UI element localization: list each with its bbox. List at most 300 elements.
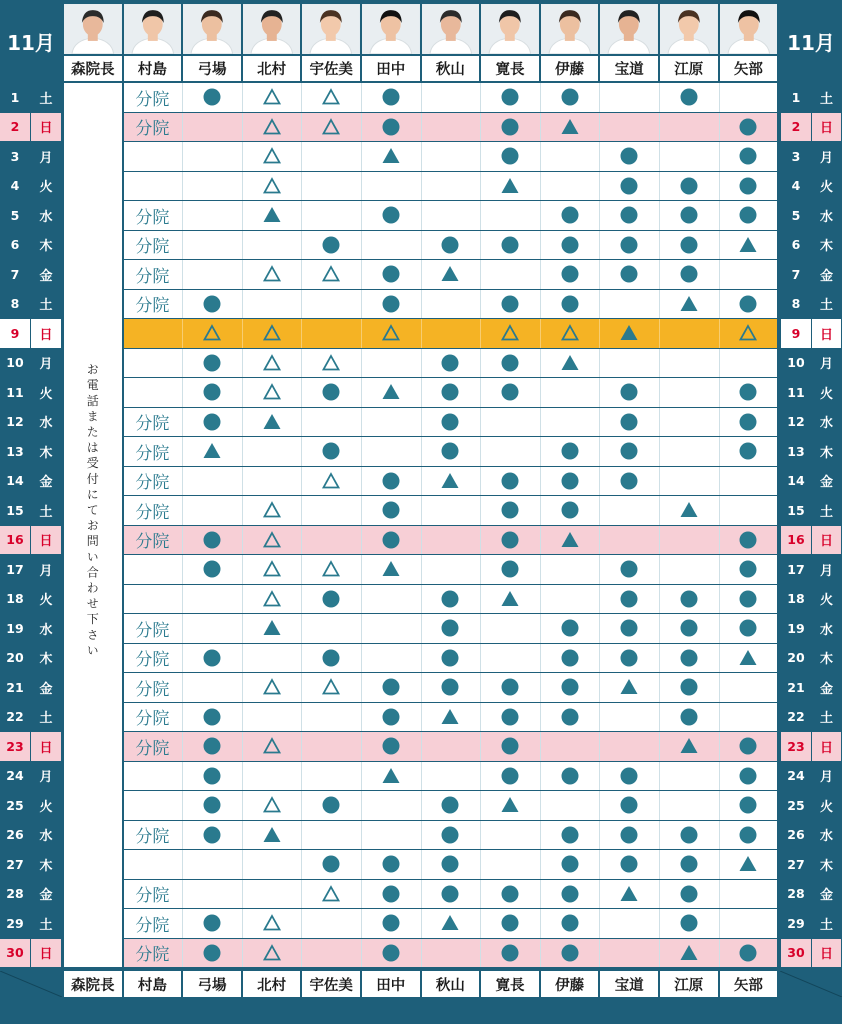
open-triangle-mark bbox=[321, 353, 341, 373]
doctor-name: 矢部 bbox=[720, 971, 778, 997]
grid-line bbox=[480, 378, 481, 407]
open-triangle-mark bbox=[262, 559, 282, 579]
weekday: 火 bbox=[819, 180, 833, 196]
grid-line bbox=[361, 939, 362, 968]
circle-mark bbox=[560, 677, 580, 697]
grid-line bbox=[182, 762, 183, 791]
grid-line bbox=[599, 850, 600, 879]
weekday: 日 bbox=[812, 526, 841, 555]
grid-line bbox=[421, 732, 422, 761]
day-number: 5 bbox=[791, 207, 801, 223]
filled-triangle-mark bbox=[679, 736, 699, 756]
weekday: 土 bbox=[819, 711, 833, 727]
grid-line bbox=[480, 909, 481, 938]
doctor-name: 伊藤 bbox=[541, 56, 599, 81]
grid-line bbox=[421, 83, 422, 112]
doctor-photo bbox=[660, 4, 718, 54]
day-number: 2 bbox=[781, 113, 811, 142]
circle-mark bbox=[321, 795, 341, 815]
weekday: 火 bbox=[819, 799, 833, 815]
weekday: 月 bbox=[39, 150, 53, 166]
circle-mark bbox=[619, 205, 639, 225]
grid-line bbox=[480, 408, 481, 437]
branch-label: 分院 bbox=[135, 414, 170, 435]
day-number: 24 bbox=[6, 768, 24, 784]
circle-mark bbox=[202, 353, 222, 373]
grid-line bbox=[599, 555, 600, 584]
grid-line bbox=[301, 880, 302, 909]
grid-line bbox=[421, 437, 422, 466]
grid-line bbox=[540, 142, 541, 171]
doctor-name: 寛長 bbox=[481, 56, 539, 81]
circle-mark bbox=[500, 943, 520, 963]
day-number: 21 bbox=[6, 679, 24, 695]
day-number: 26 bbox=[6, 827, 24, 843]
grid-line bbox=[421, 290, 422, 319]
filled-triangle-mark bbox=[440, 707, 460, 727]
grid-line bbox=[659, 644, 660, 673]
circle-mark bbox=[560, 87, 580, 107]
day-number: 16 bbox=[781, 526, 811, 555]
open-triangle-mark bbox=[262, 117, 282, 137]
grid-line bbox=[540, 791, 541, 820]
grid-line bbox=[599, 732, 600, 761]
weekday: 火 bbox=[39, 180, 53, 196]
grid-line bbox=[540, 319, 541, 348]
circle-mark bbox=[619, 766, 639, 786]
grid-line bbox=[599, 319, 600, 348]
doctor-photo bbox=[124, 4, 182, 54]
grid-line bbox=[421, 555, 422, 584]
grid-line bbox=[182, 644, 183, 673]
filled-triangle-mark bbox=[619, 323, 639, 343]
branch-label: 分院 bbox=[135, 945, 170, 966]
filled-triangle-mark bbox=[440, 913, 460, 933]
grid-line bbox=[719, 909, 720, 938]
day-number: 12 bbox=[787, 414, 805, 430]
day-number: 27 bbox=[6, 856, 24, 872]
grid-line bbox=[361, 703, 362, 732]
branch-label: 分院 bbox=[135, 620, 170, 641]
weekday: 金 bbox=[39, 268, 53, 284]
circle-mark bbox=[500, 677, 520, 697]
filled-triangle-mark bbox=[262, 825, 282, 845]
filled-triangle-mark bbox=[679, 294, 699, 314]
weekday: 日 bbox=[812, 319, 841, 348]
person-icon bbox=[243, 4, 301, 54]
doctor-name: 宝道 bbox=[600, 56, 658, 81]
circle-mark bbox=[440, 618, 460, 638]
day-number: 7 bbox=[791, 266, 801, 282]
circle-mark bbox=[500, 353, 520, 373]
grid-line bbox=[182, 349, 183, 378]
branch-label: 分院 bbox=[135, 89, 170, 110]
grid-line bbox=[540, 939, 541, 968]
circle-mark bbox=[321, 648, 341, 668]
branch-label: 分院 bbox=[135, 827, 170, 848]
day-number: 8 bbox=[10, 296, 20, 312]
filled-triangle-mark bbox=[738, 854, 758, 874]
grid-line bbox=[480, 231, 481, 260]
branch-label: 分院 bbox=[135, 237, 170, 258]
grid-line bbox=[659, 762, 660, 791]
grid-line bbox=[599, 172, 600, 201]
circle-mark bbox=[619, 441, 639, 461]
grid-line bbox=[242, 113, 243, 142]
grid-line bbox=[182, 172, 183, 201]
grid-line bbox=[301, 172, 302, 201]
branch-label: 分院 bbox=[135, 679, 170, 700]
branch-label: 分院 bbox=[135, 119, 170, 140]
weekday: 木 bbox=[39, 652, 53, 668]
doctor-name: 村島 bbox=[124, 56, 182, 81]
doctor-name: 北村 bbox=[243, 56, 301, 81]
weekday: 土 bbox=[819, 298, 833, 314]
grid-line bbox=[480, 290, 481, 319]
circle-mark bbox=[619, 648, 639, 668]
circle-mark bbox=[440, 795, 460, 815]
weekday: 月 bbox=[39, 357, 53, 373]
grid-line bbox=[242, 83, 243, 112]
day-number: 2 bbox=[0, 113, 30, 142]
grid-line bbox=[540, 762, 541, 791]
grid-line bbox=[182, 113, 183, 142]
day-number: 23 bbox=[781, 732, 811, 761]
grid-line bbox=[719, 555, 720, 584]
circle-mark bbox=[738, 382, 758, 402]
grid-line bbox=[242, 290, 243, 319]
grid-line bbox=[719, 496, 720, 525]
grid-line bbox=[719, 83, 720, 112]
open-triangle-mark bbox=[262, 913, 282, 933]
day-number: 29 bbox=[6, 915, 24, 931]
grid-line bbox=[361, 673, 362, 702]
grid-line bbox=[659, 467, 660, 496]
diagonal-line-icon bbox=[0, 971, 62, 997]
grid-line bbox=[719, 791, 720, 820]
grid-line bbox=[242, 496, 243, 525]
day-number: 9 bbox=[781, 319, 811, 348]
circle-mark bbox=[321, 589, 341, 609]
grid-line bbox=[719, 467, 720, 496]
grid-line bbox=[540, 290, 541, 319]
grid-line bbox=[599, 614, 600, 643]
grid-line bbox=[659, 260, 660, 289]
day-number: 9 bbox=[0, 319, 30, 348]
grid-line bbox=[719, 378, 720, 407]
doctor-name: 秋山 bbox=[422, 56, 480, 81]
grid-line bbox=[182, 496, 183, 525]
grid-line bbox=[659, 349, 660, 378]
day-number: 22 bbox=[787, 709, 805, 725]
weekday: 木 bbox=[819, 858, 833, 874]
filled-triangle-mark bbox=[440, 264, 460, 284]
day-number: 29 bbox=[787, 915, 805, 931]
circle-mark bbox=[440, 382, 460, 402]
grid-line bbox=[301, 231, 302, 260]
circle-mark bbox=[381, 677, 401, 697]
day-number: 25 bbox=[787, 797, 805, 813]
grid-line bbox=[540, 732, 541, 761]
branch-label: 分院 bbox=[135, 207, 170, 228]
day-number: 10 bbox=[6, 355, 24, 371]
day-number: 10 bbox=[787, 355, 805, 371]
grid-line bbox=[659, 673, 660, 702]
grid-line bbox=[659, 939, 660, 968]
weekday: 火 bbox=[819, 593, 833, 609]
circle-mark bbox=[679, 235, 699, 255]
circle-mark bbox=[738, 205, 758, 225]
open-triangle-mark bbox=[262, 500, 282, 520]
doctor-name: 田中 bbox=[362, 56, 420, 81]
grid-line bbox=[242, 319, 243, 348]
grid-line bbox=[659, 437, 660, 466]
doctor-name: 森院長 bbox=[64, 56, 122, 81]
grid-line bbox=[361, 909, 362, 938]
person-icon bbox=[541, 4, 599, 54]
grid-line bbox=[301, 83, 302, 112]
grid-line bbox=[421, 939, 422, 968]
circle-mark bbox=[679, 825, 699, 845]
open-triangle-mark bbox=[738, 323, 758, 343]
grid-line bbox=[480, 83, 481, 112]
circle-mark bbox=[202, 795, 222, 815]
grid-line bbox=[480, 467, 481, 496]
filled-triangle-mark bbox=[440, 471, 460, 491]
circle-mark bbox=[679, 618, 699, 638]
weekday: 日 bbox=[812, 113, 841, 142]
grid-line bbox=[599, 939, 600, 968]
grid-line bbox=[599, 496, 600, 525]
weekday: 火 bbox=[39, 386, 53, 402]
weekday: 火 bbox=[819, 386, 833, 402]
circle-mark bbox=[619, 471, 639, 491]
grid-line bbox=[182, 231, 183, 260]
filled-triangle-mark bbox=[381, 559, 401, 579]
circle-mark bbox=[679, 648, 699, 668]
grid-line bbox=[659, 408, 660, 437]
weekday: 日 bbox=[31, 526, 61, 555]
grid-line bbox=[659, 703, 660, 732]
circle-mark bbox=[500, 235, 520, 255]
grid-line bbox=[242, 762, 243, 791]
grid-line bbox=[480, 762, 481, 791]
circle-mark bbox=[440, 412, 460, 432]
circle-mark bbox=[679, 884, 699, 904]
grid-line bbox=[540, 880, 541, 909]
weekday: 月 bbox=[819, 150, 833, 166]
weekday: 土 bbox=[819, 917, 833, 933]
circle-mark bbox=[500, 913, 520, 933]
grid-line bbox=[301, 437, 302, 466]
circle-mark bbox=[679, 854, 699, 874]
grid-line bbox=[182, 791, 183, 820]
day-number: 21 bbox=[787, 679, 805, 695]
branch-label: 分院 bbox=[135, 915, 170, 936]
grid-line bbox=[599, 880, 600, 909]
grid-line bbox=[480, 142, 481, 171]
filled-triangle-mark bbox=[381, 382, 401, 402]
filled-triangle-mark bbox=[560, 353, 580, 373]
grid-line bbox=[599, 349, 600, 378]
grid-line bbox=[540, 555, 541, 584]
grid-line bbox=[182, 673, 183, 702]
schedule-row bbox=[124, 142, 778, 171]
grid-line bbox=[540, 437, 541, 466]
grid-line bbox=[480, 703, 481, 732]
filled-triangle-mark bbox=[619, 884, 639, 904]
grid-line bbox=[540, 850, 541, 879]
circle-mark bbox=[381, 884, 401, 904]
circle-mark bbox=[202, 707, 222, 727]
grid-line bbox=[361, 821, 362, 850]
doctor-name: 江原 bbox=[660, 56, 718, 81]
day-number: 27 bbox=[787, 856, 805, 872]
grid-line bbox=[540, 408, 541, 437]
circle-mark bbox=[381, 707, 401, 727]
circle-mark bbox=[500, 884, 520, 904]
grid-line bbox=[421, 467, 422, 496]
grid-line bbox=[480, 260, 481, 289]
grid-line bbox=[361, 290, 362, 319]
branch-label: 分院 bbox=[135, 532, 170, 553]
grid-line bbox=[480, 850, 481, 879]
grid-line bbox=[599, 467, 600, 496]
grid-line bbox=[421, 703, 422, 732]
circle-mark bbox=[679, 176, 699, 196]
grid-line bbox=[182, 437, 183, 466]
grid-line bbox=[659, 880, 660, 909]
weekday: 日 bbox=[812, 939, 841, 968]
grid-line bbox=[301, 821, 302, 850]
grid-line bbox=[421, 378, 422, 407]
grid-line bbox=[361, 644, 362, 673]
circle-mark bbox=[560, 648, 580, 668]
grid-line bbox=[301, 703, 302, 732]
filled-triangle-mark bbox=[381, 766, 401, 786]
grid-line bbox=[361, 83, 362, 112]
grid-line bbox=[242, 201, 243, 230]
circle-mark bbox=[500, 382, 520, 402]
grid-line bbox=[242, 408, 243, 437]
grid-line bbox=[480, 939, 481, 968]
grid-line bbox=[361, 437, 362, 466]
grid-line bbox=[659, 555, 660, 584]
grid-line bbox=[421, 113, 422, 142]
circle-mark bbox=[679, 87, 699, 107]
grid-line bbox=[242, 732, 243, 761]
weekday: 木 bbox=[39, 239, 53, 255]
circle-mark bbox=[738, 795, 758, 815]
grid-line bbox=[659, 526, 660, 555]
circle-mark bbox=[738, 589, 758, 609]
circle-mark bbox=[500, 117, 520, 137]
grid-line bbox=[480, 496, 481, 525]
weekday: 火 bbox=[39, 799, 53, 815]
grid-line bbox=[361, 231, 362, 260]
circle-mark bbox=[500, 87, 520, 107]
grid-line bbox=[301, 732, 302, 761]
grid-line bbox=[242, 260, 243, 289]
doctor-photo bbox=[422, 4, 480, 54]
weekday: 日 bbox=[31, 113, 61, 142]
contact-note: お電話または受付にてお問い合わせ下さい bbox=[85, 363, 100, 660]
grid-line bbox=[242, 703, 243, 732]
day-number: 4 bbox=[791, 178, 801, 194]
grid-line bbox=[301, 585, 302, 614]
grid-line bbox=[659, 496, 660, 525]
day-number: 30 bbox=[781, 939, 811, 968]
branch-label: 分院 bbox=[135, 473, 170, 494]
circle-mark bbox=[619, 795, 639, 815]
grid-line bbox=[540, 83, 541, 112]
grid-line bbox=[301, 113, 302, 142]
weekday: 金 bbox=[819, 681, 833, 697]
grid-line bbox=[659, 850, 660, 879]
grid-line bbox=[242, 791, 243, 820]
circle-mark bbox=[679, 589, 699, 609]
weekday: 金 bbox=[819, 268, 833, 284]
circle-mark bbox=[738, 943, 758, 963]
grid-line bbox=[301, 201, 302, 230]
day-number: 28 bbox=[787, 886, 805, 902]
grid-line bbox=[361, 349, 362, 378]
circle-mark bbox=[738, 559, 758, 579]
circle-mark bbox=[738, 825, 758, 845]
grid-line bbox=[599, 703, 600, 732]
circle-mark bbox=[619, 235, 639, 255]
branch-label: 分院 bbox=[135, 650, 170, 671]
weekday: 土 bbox=[819, 504, 833, 520]
circle-mark bbox=[560, 500, 580, 520]
circle-mark bbox=[500, 736, 520, 756]
grid-line bbox=[719, 880, 720, 909]
grid-line bbox=[540, 467, 541, 496]
circle-mark bbox=[500, 146, 520, 166]
grid-line bbox=[301, 260, 302, 289]
grid-line bbox=[421, 319, 422, 348]
grid-line bbox=[182, 703, 183, 732]
circle-mark bbox=[202, 87, 222, 107]
circle-mark bbox=[738, 294, 758, 314]
grid-line bbox=[540, 703, 541, 732]
open-triangle-mark bbox=[262, 353, 282, 373]
grid-line bbox=[361, 762, 362, 791]
branch-label: 分院 bbox=[135, 709, 170, 730]
grid-line bbox=[719, 821, 720, 850]
grid-line bbox=[242, 555, 243, 584]
grid-line bbox=[480, 172, 481, 201]
circle-mark bbox=[440, 648, 460, 668]
grid-line bbox=[301, 319, 302, 348]
grid-line bbox=[301, 939, 302, 968]
grid-line bbox=[361, 172, 362, 201]
weekday: 木 bbox=[819, 445, 833, 461]
day-number: 28 bbox=[6, 886, 24, 902]
weekday: 水 bbox=[819, 829, 833, 845]
filled-triangle-mark bbox=[560, 117, 580, 137]
day-number: 22 bbox=[6, 709, 24, 725]
grid-line bbox=[480, 319, 481, 348]
open-triangle-mark bbox=[262, 530, 282, 550]
circle-mark bbox=[500, 294, 520, 314]
day-number: 5 bbox=[10, 207, 20, 223]
grid-line bbox=[599, 231, 600, 260]
day-number: 13 bbox=[787, 443, 805, 459]
grid-line bbox=[599, 762, 600, 791]
weekday: 金 bbox=[819, 888, 833, 904]
day-number: 8 bbox=[791, 296, 801, 312]
